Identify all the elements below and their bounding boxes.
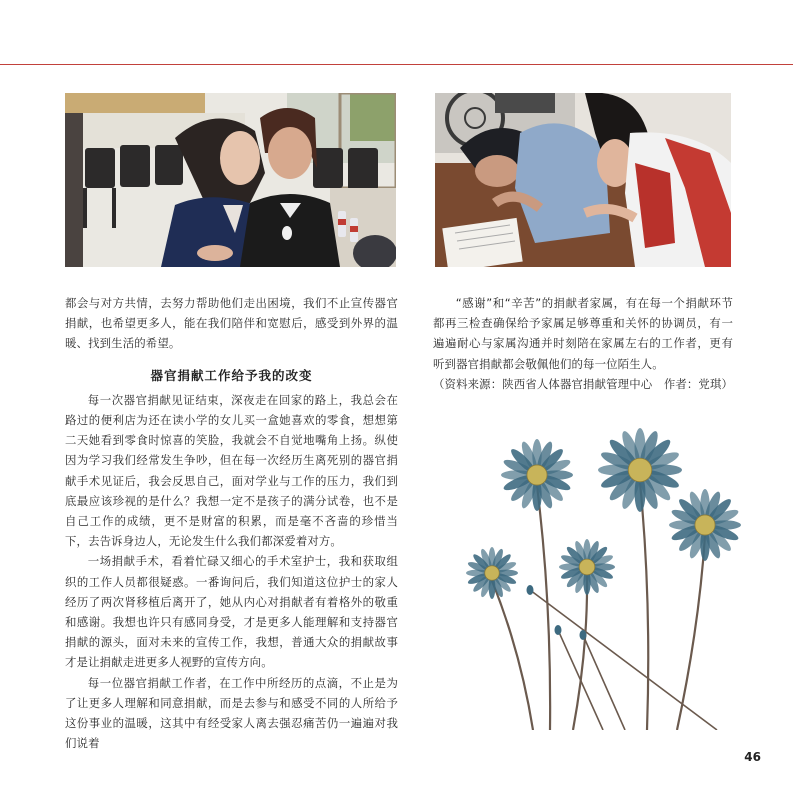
flower-stem [640,483,648,730]
source-credit: （资料来源：陕西省人体器官捐献管理中心 作者：党琪） [433,376,734,391]
flower-stem [558,630,603,730]
paragraph-continuation: “感谢”和“辛苦”的捐献者家属，有在每一个捐献环节都再三检查确保给予家属足够尊重和关怀的协调员，有一遍遍耐心与家属沟通并时刻陪在家属左右的工作者，更有听到器官捐献都会敬佩他们的每一位陌生人。 [433,296,733,371]
left-text-column [65,293,398,753]
paragraph: 每一次器官捐献见证结束，深夜走在回家的路上，我总会在路过的便利店为还在读小学的女儿买一盒她喜欢的零食，想想第二天她看到零食时惊喜的笑脸，我就会不自觉地嘴角上扬。纵使因为学习我们经常发生争吵，但在每一次经历生离死别的器官捐献手术见证后，我会反思自己，面对学业与工作的压力，我们到底最应该珍视的是什么？我想一定不是孩子的满分试卷，也不是自己工作的成绩，更不是财富的积累，而是毫不吝啬的珍惜当下，去告诉身边人，无论发生什么我们都深爱着对方。 [65,392,398,549]
flower-stem [537,486,550,730]
section-heading: 器官捐献工作给予我的改变 [150,367,313,383]
daisy-flower [466,547,518,599]
paragraph: 每一位器官捐献工作者，在工作中所经历的点滴，不止是为了让更多人理解和同意捐献，而是去参与和感受不同的人所给予这份事业的温暖，这其中有经受家人离去强忍痛苦仍一遍遍对我们说着 [65,675,398,751]
watercolor-blue-daisies [455,425,760,730]
photo-two-women-embracing [65,93,396,267]
daisy-flower [501,439,573,511]
flower-bud [527,585,534,595]
flower-stem [573,575,587,730]
daisy-flower [598,428,682,512]
flower-stem [677,536,705,730]
right-text-column [433,293,733,394]
daisy-flower [669,489,741,561]
daisy-flower [559,539,615,595]
paragraph: 一场捐献手术，看着忙碌又细心的手术室护士，我和获取组织的工作人员都很疑惑。一番询问后，我们知道这位护士的家人经历了两次肾移植后离开了，她从内心对捐献者有着格外的敬重和感谢。我想也许只有感同身受，才是更多人能理解和支持器官捐献的源头，面对未来的宣传工作，我想，普通大众的捐献故事才是让捐献走进更多人视野的宣传方向。 [65,554,398,670]
photo-family-signing-document [435,93,731,267]
header-rule [0,64,793,65]
flower-bud [555,625,562,635]
flower-bud [580,630,587,640]
paragraph-continuation: 都会与对方共情，去努力帮助他们走出困境，我们不止宣传器官捐献，也希望更多人，能在我们陪伴和宽慰后，感受到外界的温暖、找到生活的希望。 [65,296,398,351]
flower-stem [583,635,625,730]
page-number: 46 [744,750,761,764]
flower-stem [530,590,717,730]
flower-stem [492,581,533,730]
